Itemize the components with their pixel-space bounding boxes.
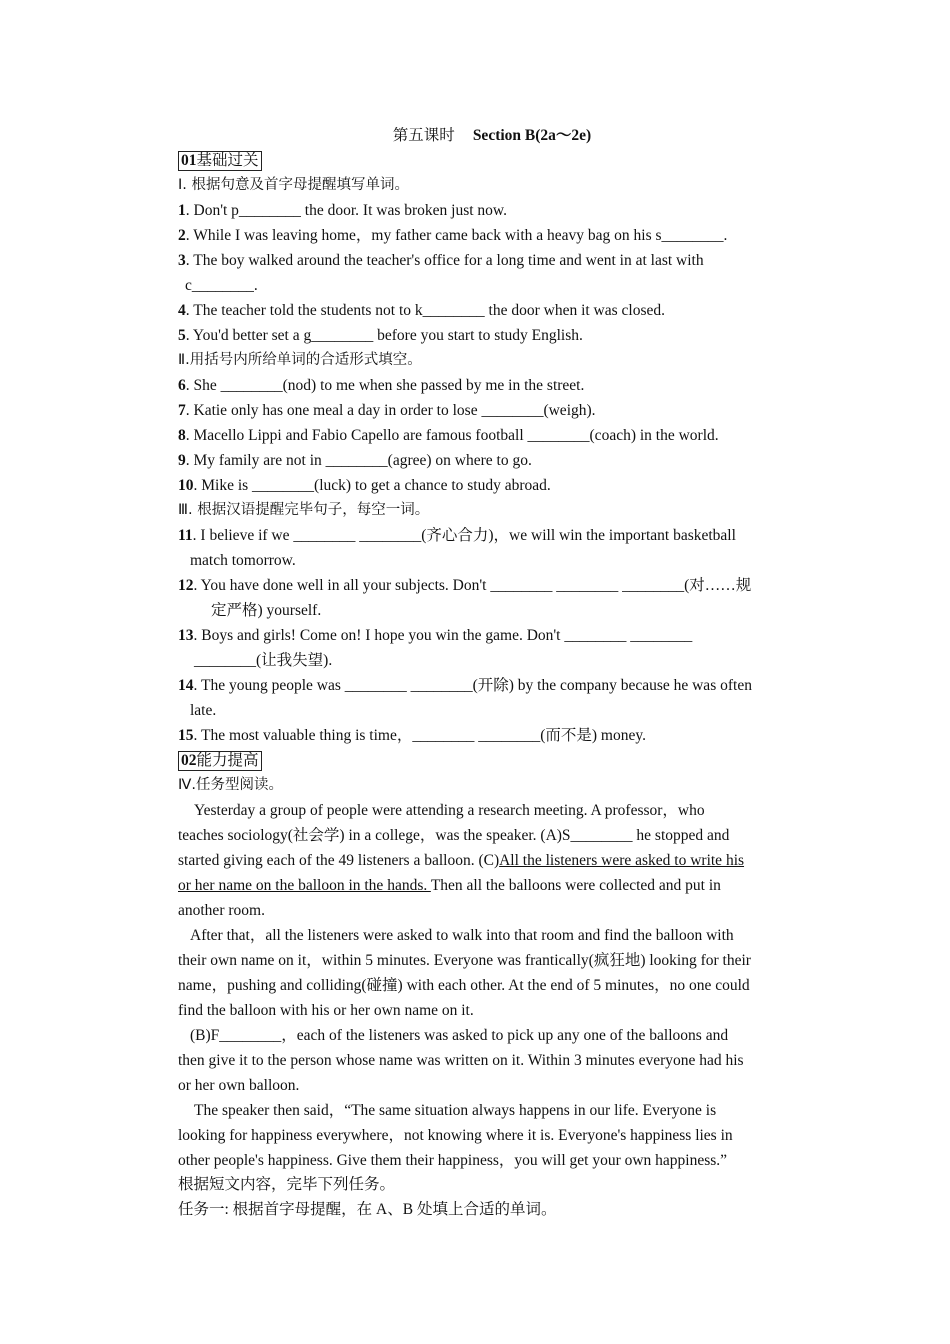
question-number: 2 [178, 227, 186, 244]
question-text: . Don't p________ the door. It was broken just now. [185, 202, 507, 219]
section-heading-1: Ⅰ. 根据句意及首字母提醒填写单词。 [178, 177, 409, 193]
section-heading-2: Ⅱ.用括号内所给单词的合适形式填空。 [178, 352, 422, 368]
question-number: 12 [178, 577, 194, 594]
passage-p4-line1: The speaker then said，“The same situation always happens in our life. Everyone is [194, 1102, 717, 1119]
question-text: . Boys and girls! Come on! I hope you win the game. Don't ________ ________ [193, 627, 693, 644]
question-text: . The teacher told the students not to k________ the door when it was closed. [185, 302, 666, 319]
question-number: 8 [178, 427, 186, 444]
question-6 [178, 373, 584, 398]
task-one-instruction: 任务一: 根据首字母提醒，在 A、B 处填上合适的单词。 [178, 1201, 557, 1218]
question-text: . You have done well in all your subjects. Don't ________ ________ ________(对……规 [193, 577, 752, 594]
passage-p3-line1: (B)F________，each of the listeners was asked to pick up any one of the balloons and [190, 1027, 729, 1044]
question-number: 5 [178, 327, 186, 344]
part2-label: 能力提高 [196, 752, 259, 769]
question-text: . Katie only has one meal a day in order to lose ________(weigh). [185, 402, 596, 419]
underlined-sentence-c-cont: or her name on the balloon in the hands. [178, 877, 431, 894]
passage-p2-line2: their own name on it，within 5 minutes. Everyone was frantically(疯狂地) looking for their [178, 952, 751, 969]
passage-p1-line1: Yesterday a group of people were attending a research meeting. A professor，who [194, 802, 705, 819]
passage-p2-line3: name，pushing and colliding(碰撞) with each other. At the end of 5 minutes，no one could [178, 977, 750, 994]
question-5 [178, 323, 583, 348]
question-number: 9 [178, 452, 186, 469]
question-10 [178, 473, 551, 498]
question-text: . Mike is ________(luck) to get a chance to study abroad. [193, 477, 551, 494]
question-number: 13 [178, 627, 194, 644]
question-text: . Macello Lippi and Fabio Capello are famous football ________(coach) in the world. [185, 427, 719, 444]
question-text: . The young people was ________ ________(开除) by the company because he was often [193, 677, 752, 694]
part2-number: 02 [181, 752, 197, 769]
lesson-label: 第五课时 [392, 127, 455, 144]
passage-p3-line2: then give it to the person whose name was written on it. Within 3 minutes everyone had his [178, 1052, 744, 1069]
question-number: 14 [178, 677, 194, 694]
part2-box [178, 751, 262, 771]
question-13-cont: ________(让我失望). [194, 652, 333, 669]
question-text: . The most valuable thing is time，________ ________(而不是) money. [193, 727, 646, 744]
question-4 [178, 298, 665, 323]
question-15 [178, 723, 646, 748]
question-text: . You'd better set a g________ before you start to study English. [185, 327, 583, 344]
question-text: . While I was leaving home，my father came back with a heavy bag on his s________. [185, 227, 728, 244]
question-number: 7 [178, 402, 186, 419]
passage-p1-line5: another room. [178, 902, 265, 919]
question-text: . I believe if we ________ ________(齐心合力)，we will win the important basketball [192, 527, 736, 544]
passage-p1-line2: teaches sociology(社会学) in a college，was the speaker. (A)S________ he stopped and [178, 827, 730, 844]
passage-p1-line3 [178, 848, 744, 873]
question-number: 4 [178, 302, 186, 319]
question-9 [178, 448, 532, 473]
question-11 [178, 523, 736, 548]
part1-label: 基础过关 [196, 152, 259, 169]
question-2 [178, 223, 727, 248]
page-title [0, 123, 950, 148]
question-3 [178, 248, 704, 273]
question-1 [178, 198, 507, 223]
question-text: . The boy walked around the teacher's office for a long time and went in at last with [185, 252, 704, 269]
question-14 [178, 673, 752, 698]
task-instruction: 根据短文内容，完毕下列任务。 [178, 1176, 396, 1193]
question-8 [178, 423, 719, 448]
question-7 [178, 398, 596, 423]
passage-p4-line3: other people's happiness. Give them their happiness，you will get your own happiness.” [178, 1152, 728, 1169]
question-text: . She ________(nod) to me when she passed by me in the street. [185, 377, 585, 394]
question-number: 6 [178, 377, 186, 394]
passage-p4-line2: looking for happiness everywhere，not knowing where it is. Everyone's happiness lies in [178, 1127, 733, 1144]
section-label: Section B(2a～2e) [472, 127, 592, 144]
question-3-cont: c________. [185, 277, 258, 294]
passage-p1-line4 [178, 873, 721, 898]
passage-text: started giving each of the 49 listeners a balloon. (C) [178, 852, 500, 869]
passage-p2-line4: find the balloon with his or her own name on it. [178, 1002, 474, 1019]
part1-box [178, 151, 262, 171]
section-heading-4: Ⅳ.任务型阅读。 [178, 777, 283, 793]
question-12-cont: 定严格) yourself. [211, 602, 322, 619]
part1-header [178, 148, 262, 173]
underlined-sentence-c: All the listeners were asked to write his [499, 852, 745, 869]
question-number: 1 [178, 202, 186, 219]
passage-p3-line3: or her own balloon. [178, 1077, 300, 1094]
question-12 [178, 573, 751, 598]
part1-number: 01 [181, 152, 197, 169]
question-number: 3 [178, 252, 186, 269]
section-heading-3: Ⅲ. 根据汉语提醒完毕句子，每空一词。 [178, 502, 430, 518]
question-11-cont: match tomorrow. [190, 552, 296, 569]
question-13 [178, 623, 692, 648]
part2-header [178, 748, 262, 773]
question-number: 11 [178, 527, 193, 544]
question-text: . My family are not in ________(agree) on where to go. [185, 452, 532, 469]
passage-text: Then all the balloons were collected and put in [430, 877, 721, 894]
question-number: 15 [178, 727, 194, 744]
question-number: 10 [178, 477, 194, 494]
question-14-cont: late. [190, 702, 217, 719]
passage-p2-line1: After that，all the listeners were asked to walk into that room and find the balloon with [190, 927, 734, 944]
